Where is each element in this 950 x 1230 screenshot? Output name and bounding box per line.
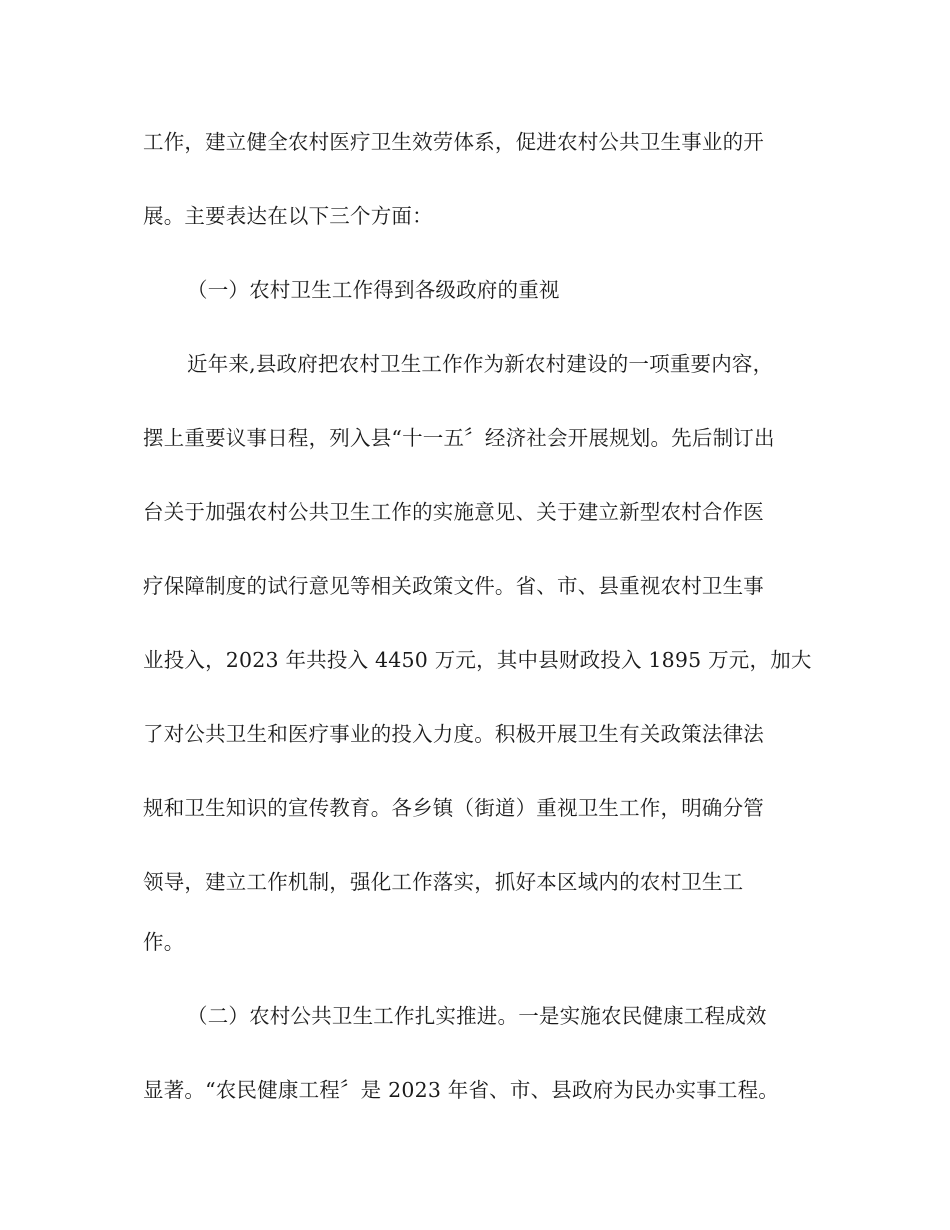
section-heading-2: （二）农村公共卫生工作扎实推进。一是实施农民健康工程成效	[187, 1004, 767, 1028]
text-line-11: 领导，建立工作机制，强化工作落实，抓好本区域内的农村卫生工	[143, 870, 744, 894]
text-line-14: 显著。“农民健康工程〞是 2023 年省、市、县政府为民办实事工程。	[143, 1078, 779, 1102]
text-line-8: 业投入，2023 年共投入 4450 万元，其中县财政投入 1895 万元，加大	[143, 648, 812, 672]
section-heading-1: （一）农村卫生工作得到各级政府的重视	[187, 278, 560, 302]
text-line-7: 疗保障制度的试行意见等相关政策文件。省、市、县重视农村卫生事	[143, 574, 764, 598]
text-line-1: 工作，建立健全农村医疗卫生效劳体系，促进农村公共卫生事业的开	[143, 130, 764, 154]
text-line-5: 摆上重要议事日程，列入县“十一五〞经济社会开展规划。先后制订出	[143, 426, 775, 450]
text-line-10: 规和卫生知识的宣传教育。各乡镇（街道）重视卫生工作，明确分管	[143, 796, 764, 820]
text-line-6: 台关于加强农村公共卫生工作的实施意见、关于建立新型农村合作医	[143, 500, 764, 524]
text-line-2: 展。主要表达在以下三个方面：	[143, 204, 433, 228]
text-line-4: 近年来,县政府把农村卫生工作作为新农村建设的一项重要内容，	[187, 352, 774, 376]
text-line-9: 了对公共卫生和医疗事业的投入力度。积极开展卫生有关政策法律法	[143, 722, 764, 746]
text-line-12: 作。	[143, 930, 185, 954]
